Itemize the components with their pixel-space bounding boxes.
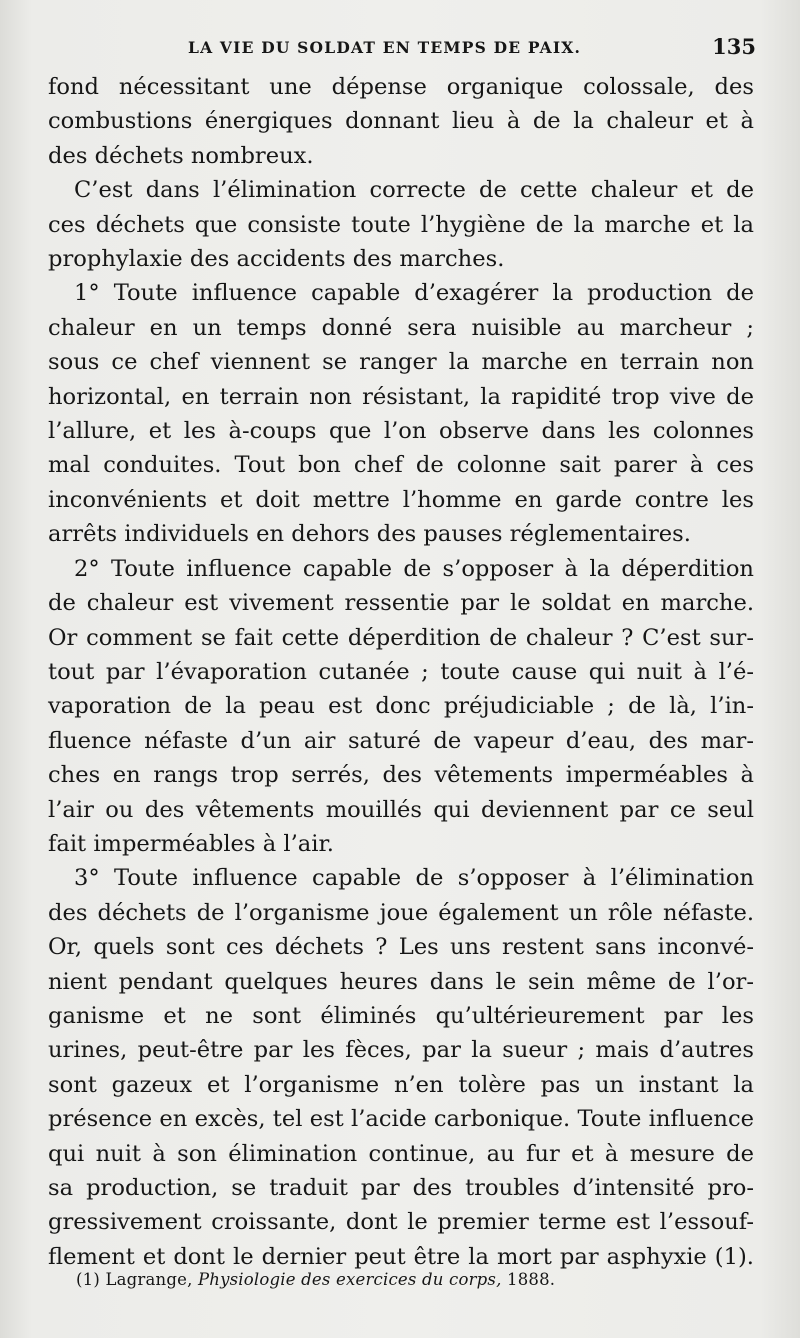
text-line: fait imperméables à l’air. xyxy=(48,830,334,857)
text-line: sa production, se traduit par des troubles d’intensité pro- xyxy=(48,1175,754,1201)
text-line: urines, peut-être par les fèces, par la sueur ; mais d’autres xyxy=(48,1037,754,1064)
text-line: combustions énergiques donnant lieu à de la chaleur et à xyxy=(48,108,754,135)
text-line: Or, quels sont ces déchets ? Les uns restent sans inconvé- xyxy=(48,934,754,961)
text-line: gressivement croissante, dont le premier terme est l’essouf- xyxy=(48,1209,754,1236)
text-line: Or comment se fait cette déperdition de chaleur ? C’est sur- xyxy=(48,624,754,651)
footnote-author: Lagrange, xyxy=(105,1270,193,1289)
text-line: sous ce chef viennent se ranger la marche en terrain non xyxy=(48,349,754,376)
page-header xyxy=(48,32,760,62)
text-line: horizontal, en terrain non résistant, la rapidité trop vive de xyxy=(48,383,754,410)
text-line: tout par l’évaporation cutanée ; toute cause qui nuit à l’é- xyxy=(48,658,754,685)
text-line: flement et dont le dernier peut être la mort par asphyxie (1). xyxy=(48,1243,754,1270)
text-line: inconvénients et doit mettre l’homme en garde contre les xyxy=(48,486,754,513)
text-line: chaleur en un temps donné sera nuisible au marcheur ; xyxy=(48,314,754,341)
text-line: vaporation de la peau est donc préjudiciable ; de là, l’in- xyxy=(48,693,754,720)
text-line: fond nécessitant une dépense organique colossale, des xyxy=(48,74,754,100)
text-line: 2° Toute influence capable de s’opposer à la déperdition xyxy=(74,555,754,582)
footnote-title: Physiologie des exercices du corps, xyxy=(197,1270,502,1289)
text-line: l’allure, et les à-coups que l’on observe dans les colonnes xyxy=(48,418,754,445)
text-line: ches en rangs trop serrés, des vêtements imperméables à xyxy=(48,762,754,789)
text-line: présence en excès, tel est l’acide carbonique. Toute influence xyxy=(48,1106,754,1133)
text-line: ces déchets que consiste toute l’hygiène de la marche et la xyxy=(48,211,754,238)
footnote-year: 1888. xyxy=(507,1270,556,1289)
text-line: C’est dans l’élimination correcte de cette chaleur et de xyxy=(74,177,754,204)
text-line: 3° Toute influence capable de s’opposer à l’élimination xyxy=(74,865,754,892)
text-line: arrêts individuels en dehors des pauses réglementaires. xyxy=(48,521,691,548)
text-line: l’air ou des vêtements mouillés qui deviennent par ce seul xyxy=(48,796,754,823)
body-text xyxy=(48,70,754,1274)
text-line: qui nuit à son élimination continue, au fur et à mesure de xyxy=(48,1140,754,1167)
text-line: sont gazeux et l’organisme n’en tolère pas un instant la xyxy=(48,1071,754,1098)
text-line: des déchets nombreux. xyxy=(48,142,314,169)
text-line: nient pendant quelques heures dans le sein même de l’or- xyxy=(48,968,754,995)
text-line: de chaleur est vivement ressentie par le soldat en marche. xyxy=(48,590,754,617)
footnote-marker: (1) xyxy=(76,1270,100,1289)
text-line: des déchets de l’organisme joue également un rôle néfaste. xyxy=(48,899,754,926)
text-line: 1° Toute influence capable d’exagérer la production de xyxy=(74,280,754,307)
footnote xyxy=(76,1270,555,1289)
running-title: LA VIE DU SOLDAT EN TEMPS DE PAIX. xyxy=(188,38,582,57)
text-line: ganisme et ne sont éliminés qu’ultérieurement par les xyxy=(48,1002,754,1029)
text-line: prophylaxie des accidents des marches. xyxy=(48,246,505,273)
page-number: 135 xyxy=(712,34,756,59)
text-line: fluence néfaste d’un air saturé de vapeur d’eau, des mar- xyxy=(48,727,754,754)
text-line: mal conduites. Tout bon chef de colonne sait parer à ces xyxy=(48,452,754,479)
